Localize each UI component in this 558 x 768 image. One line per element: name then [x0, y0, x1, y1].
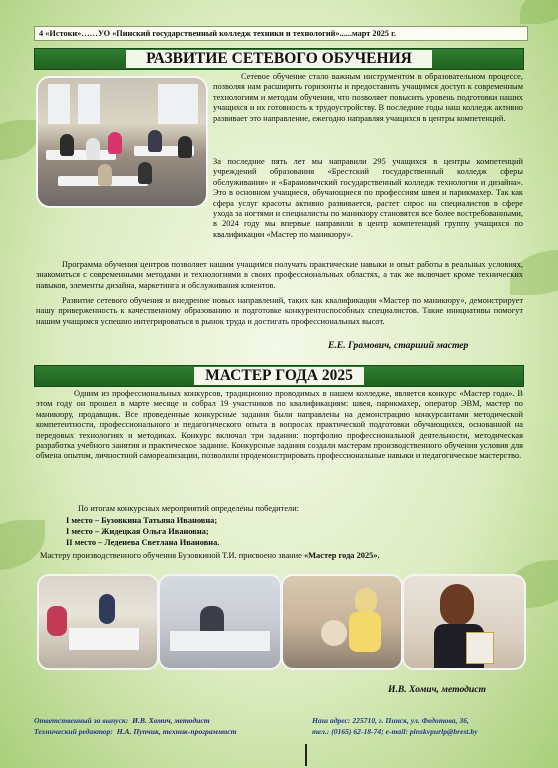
running-header: 4 «Истоки»……УО «Пинский государственный колледж техники и технологий»......март 2025 г.	[34, 26, 528, 41]
competition-photo-2	[158, 574, 282, 670]
article2-title: МАСТЕР ГОДА 2025	[194, 367, 364, 385]
tech-editor-label: Технический редактор:	[34, 727, 113, 736]
competition-photo-1	[37, 574, 159, 670]
winner-1: I место – Бузовкина Татьяна Ивановна;	[66, 516, 218, 525]
leaf-decoration	[520, 0, 558, 24]
competition-photo-3	[281, 574, 403, 670]
conclusion-title: «Мастер года 2025».	[303, 551, 380, 560]
article2-signature: И.В. Хомич, методист	[388, 684, 486, 695]
responsible-label: Ответственный за выпуск:	[34, 716, 129, 725]
article1-signature: Е.Е. Грамович, старший мастер	[328, 340, 469, 351]
address-line: Наш адрес: 225710, г. Пинск, ул. Федотова, 36,	[312, 716, 469, 725]
article1-paragraph-4: Развитие сетевого обучения и внедрение новых направлений, таких как квалификация «Мастер по маникюру», демонстрирует нашу приверженность к качественному образованию и подготовке конкурентоспособных специалистов. Такие инициативы помогут нашим учащимся успешно интегрироваться в рынок труда и достигать профессиональных высот.	[36, 296, 523, 326]
article2-paragraph-1: Одним из профессиональных конкурсов, традиционно проводимых в нашем колледже, является конкурс «Мастер года». В этом году он прошел в марте месяце и собрал 19 участников по квалификациям: швея, парикмахер, оператор ЭВМ, мастер по маникюру, продавщик. Все проведенные конкурсные задания были направлены на демонстрацию конкурсантами методической компетентности, профессионального и педагогического опыта в вопросах практической подготовки обучающихся, основанной на передовых технологиях и методиках. Конкурс включал три задания: портфолио профессиональной деятельности, методическая разработка учебного занятия и практическое задание. Конкурсные задания создали мастерам производственного обучения условия для обмена опытом, личностной самореализации, позволили продемонстрировать профессиональные навыки и педагогическое мастерство.	[36, 389, 523, 461]
conclusion-line	[40, 551, 520, 561]
responsible-name: И.В. Хомич, методист	[132, 716, 210, 725]
leaf-decoration	[0, 520, 45, 570]
winner-portrait-photo	[402, 574, 526, 670]
article1-paragraph-1: Сетевое обучение стало важным инструментом в образовательном процессе, позволяя нам расширить горизонты и предоставить учащимся доступ к современным технологиям и методам обучения, что позволяет повысить уровень подготовки наших учащихся и их готовность к трудоустройству. В последние годы наш колледж активно развивает это направление, ежегодно направляя учащихся в центры компетенций.	[213, 72, 523, 123]
article2-banner	[34, 365, 524, 387]
tech-editor-name: Н.А. Пупчик, техник-программист	[116, 727, 237, 736]
classroom-photo	[36, 76, 208, 208]
contacts-line: тел.: (0165) 62-18-74; e-mail: pinskvpurlp@brest.by	[312, 727, 478, 736]
article1-paragraph-3: Программа обучения центров позволяет нашим учащимся получать практические навыки и опыт работы в реальных условиях, знакомиться с современными методами и технологиями в своих профессиональных областях, а так же включает кроме технических навыков, элементы дизайна, маркетинга и обслуживания клиентов.	[36, 260, 523, 290]
footer-left	[34, 715, 237, 737]
article1-paragraph-2: За последние пять лет мы направили 295 учащихся в центры компетенций учреждений образования «Брестский государственный колледж сферы обслуживания» и «Барановичский государственный колледж технологии и дизайна». Это в основном учащиеся, обучающиеся по профессиям швея и парикмахер. Так как сфера услуг красоты активно развивается, растет спрос на специалистов в сфере ухода за ногтями и специалисты по маникюру становятся все более востребованными, в 2024 году мы впервые направили в центр компетенций группу учащихся по квалификации «Мастер по маникюру».	[213, 157, 523, 239]
article1-title: РАЗВИТИЕ СЕТЕВОГО ОБУЧЕНИЯ	[126, 50, 432, 68]
winner-3: II место – Леденева Светлана Ивановна.	[66, 538, 220, 547]
page-divider	[305, 744, 307, 766]
winner-2: I место – Жидецкая Ольга Ивановна;	[66, 527, 209, 536]
footer-right	[312, 715, 478, 737]
conclusion-text: Мастеру производственного обучения Бузовкиной Т.И. присвоено звание	[40, 551, 304, 560]
results-intro: По итогам конкурсных мероприятий определены победители:	[78, 504, 300, 513]
leaf-decoration	[0, 120, 40, 160]
article1-banner	[34, 48, 524, 70]
winners-list	[66, 515, 219, 548]
